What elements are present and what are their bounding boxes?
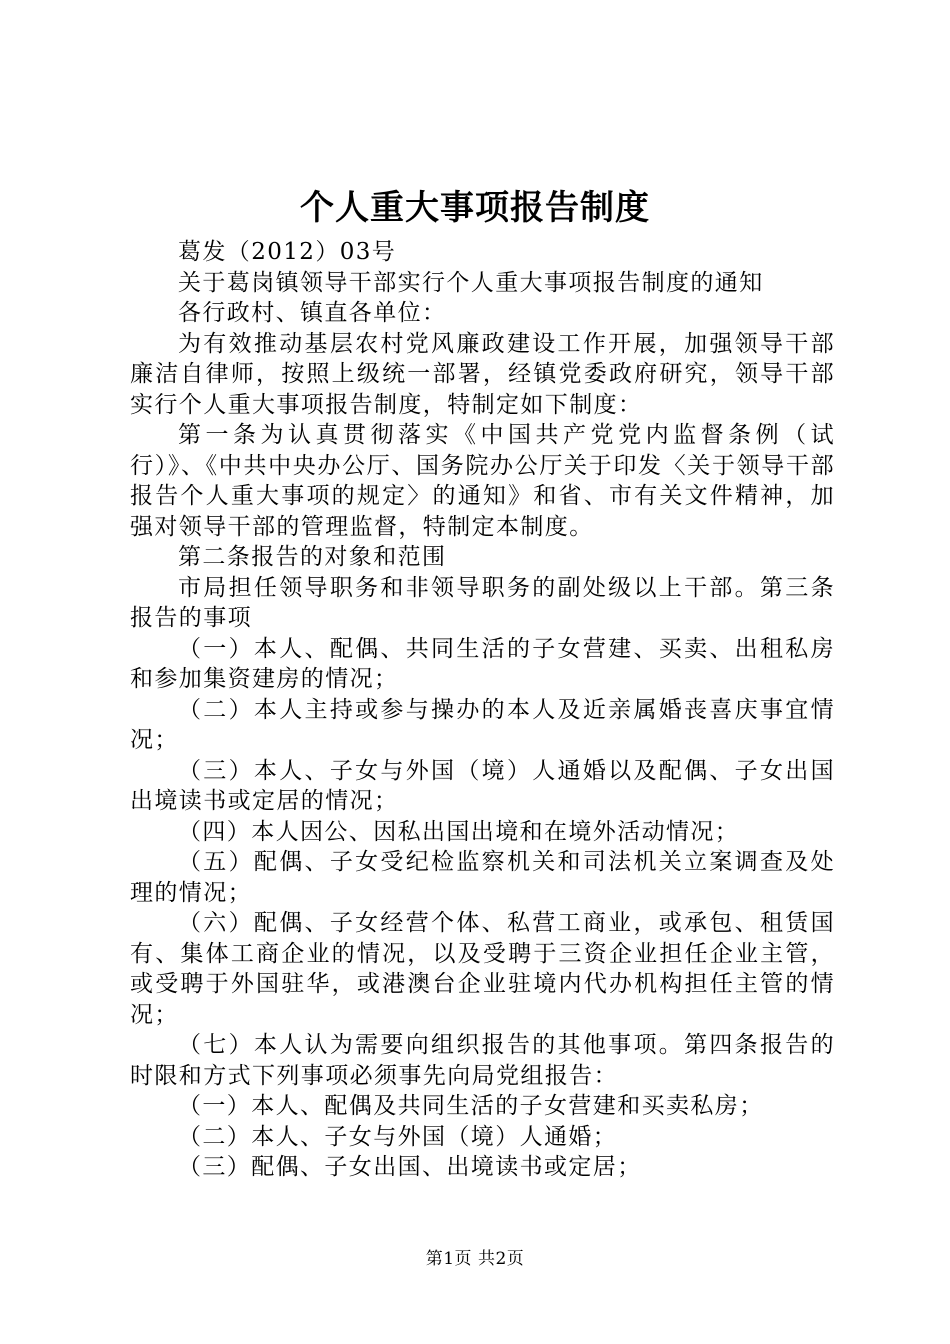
paragraph-item-4: （四）本人因公、因私出国出境和在境外活动情况； bbox=[178, 818, 740, 845]
paragraph-item-7: （七）本人认为需要向组织报告的其他事项。第四条报告的时限和方式下列事项必须事先向局党组报告： bbox=[130, 1032, 835, 1089]
paragraph-item-3: （三）本人、子女与外国（境）人通婚以及配偶、子女出国出境读书或定居的情况； bbox=[130, 757, 835, 814]
paragraph-item-5: （五）配偶、子女受纪检监察机关和司法机关立案调查及处理的情况； bbox=[130, 849, 835, 906]
paragraph-item-2: （二）本人主持或参与操办的本人及近亲属婚丧喜庆事宜情况； bbox=[130, 696, 835, 753]
notice-title: 关于葛岗镇领导干部实行个人重大事项报告制度的通知 bbox=[178, 269, 764, 296]
paragraph-article-1: 第一条为认真贯彻落实《中国共产党党内监督条例（试行）》、《中共中央办公厅、国务院办公厅关于印发〈关于领导干部报告个人重大事项的规定〉的通知》和省、市有关文件精神，加强对领导干部的管理监督，特制定本制度。 bbox=[130, 422, 835, 540]
document-body bbox=[130, 237, 835, 1183]
paragraph-intro: 为有效推动基层农村党风廉政建设工作开展，加强领导干部廉洁自律师，按照上级统一部署，经镇党委政府研究，领导干部实行个人重大事项报告制度，特制定如下制度： bbox=[130, 330, 835, 418]
paragraph-article-2-body: 市局担任领导职务和非领导职务的副处级以上干部。第三条报告的事项 bbox=[130, 574, 835, 631]
paragraph-report-item-2: （二）本人、子女与外国（境）人通婚； bbox=[178, 1123, 618, 1150]
document-title: 个人重大事项报告制度 bbox=[300, 188, 650, 228]
paragraph-report-item-1: （一）本人、配偶及共同生活的子女营建和买卖私房； bbox=[178, 1093, 764, 1119]
paragraph-article-2-heading: 第二条报告的对象和范围 bbox=[178, 544, 447, 570]
recipients-line: 各行政村、镇直各单位： bbox=[178, 300, 447, 326]
paragraph-report-item-3: （三）配偶、子女出国、出境读书或定居； bbox=[178, 1154, 642, 1180]
paragraph-item-6: （六）配偶、子女经营个体、私营工商业，或承包、租赁国有、集体工商企业的情况，以及受聘于三资企业担任企业主管，或受聘于外国驻华，或港澳台企业驻境内代办机构担任主管的情况； bbox=[130, 910, 835, 1028]
document-number: 葛发（2012）03号 bbox=[178, 239, 397, 265]
page-footer: 第1页 共2页 bbox=[425, 1249, 525, 1269]
paragraph-item-1: （一）本人、配偶、共同生活的子女营建、买卖、出租私房和参加集资建房的情况； bbox=[130, 635, 835, 692]
